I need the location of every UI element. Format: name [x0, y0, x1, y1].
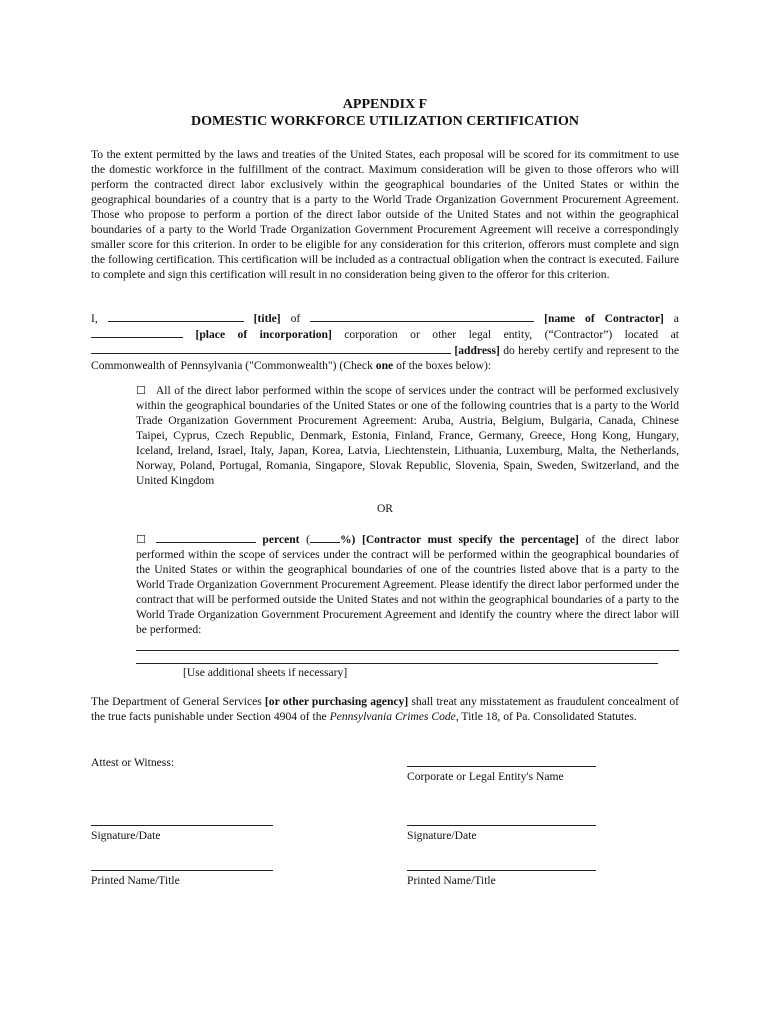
cert-i: I, — [91, 312, 98, 325]
signature-line-right[interactable] — [407, 825, 596, 826]
document-title: DOMESTIC WORKFORCE UTILIZATION CERTIFICATION — [190, 114, 580, 129]
paren-open: ( — [306, 533, 310, 546]
percent-label: percent — [262, 533, 300, 546]
option-percentage — [136, 531, 679, 637]
contractor-name-tag: [name of Contractor] — [544, 312, 664, 325]
signature-date-label-right: Signature/Date — [407, 829, 477, 842]
misstatement-paragraph — [91, 694, 679, 724]
option2-text: of the direct labor performed within the scope of services under the contract will be performed within the geographical boundaries of the United States or within the geographical boundaries of one of the countries listed above that is a party to the World Trade Organization Government Procurement Agreement. Please identify the direct labor performed under the contract that will be performed outside the United States and not within the geographical boundaries of a party to the World Trade Organization Government Procurement Agreement and identify the country where the direct labor will be performed: — [136, 533, 679, 636]
signature-line-left[interactable] — [91, 825, 273, 826]
dgs-text-middle: shall treat any misstatement as fraudulent concealment of the true facts punishable under Section 4904 of the — [91, 695, 679, 723]
crimes-code: Pennsylvania Crimes Code — [329, 710, 456, 723]
appendix-heading: APPENDIX F — [342, 97, 428, 112]
dgs-text-after: , Title 18, of Pa. Consolidated Statutes. — [455, 710, 637, 723]
corporation-text: corporation or other legal entity, (“Contractor”) located at — [344, 328, 679, 341]
printed-name-label-left: Printed Name/Title — [91, 874, 180, 887]
title-tag: [title] — [253, 312, 281, 325]
printed-name-line-right[interactable] — [407, 870, 596, 871]
certify-text: do hereby certify and represent to the Commonwealth of Pennsylvania ("Commonwealth") (Check — [91, 344, 680, 372]
percent-close: %) — [339, 533, 356, 546]
option-all-domestic — [136, 383, 679, 488]
printed-name-line-left[interactable] — [91, 870, 273, 871]
entity-name-line[interactable] — [407, 766, 596, 767]
one-emphasis: one — [375, 359, 394, 372]
cert-of: of — [290, 312, 301, 325]
percentage-value-blank[interactable] — [310, 531, 340, 543]
boxes-text: of the boxes below): — [396, 359, 492, 372]
cert-a: a — [673, 312, 679, 325]
attest-label: Attest or Witness: — [91, 756, 175, 769]
certification-paragraph — [91, 310, 679, 373]
address-blank[interactable] — [91, 342, 451, 354]
incorporation-tag: [place of incorporation] — [195, 328, 332, 341]
foreign-labor-line-1[interactable] — [136, 650, 679, 651]
foreign-labor-line-2[interactable] — [136, 663, 658, 664]
option1-text: All of the direct labor performed within the scope of services under the contract will be performed exclusively within the geographical boundaries of the United States or one of the following countries that is a party to the World Trade Organization Government Procurement Agreement: Aruba, Austria, Belgium, Bulgaria, Canada, Chinese Taipei, Cyprus, Czech Republic, Denmark, Estonia, Finland, France, Germany, Greece, Hong Kong, Hungary, Iceland, Ireland, Israel, Italy, Japan, Korea, Latvia, Liechtenstein, Lithuania, Luxemburg, Malta, the Netherlands, Norway, Poland, Portugal, Romania, Singapore, Slovak Republic, Slovenia, Spain, Sweden, Switzerland, and the United Kingdom — [136, 384, 679, 487]
printed-name-label-right: Printed Name/Title — [407, 874, 496, 887]
dgs-text-before: The Department of General Services — [91, 695, 262, 708]
option2-checkbox[interactable]: ☐ — [136, 533, 146, 546]
agency-tag: [or other purchasing agency] — [264, 695, 409, 708]
title-blank[interactable] — [108, 310, 244, 322]
incorporation-blank[interactable] — [91, 326, 183, 338]
signature-date-label-left: Signature/Date — [91, 829, 161, 842]
percent-blank[interactable] — [156, 531, 256, 543]
option1-checkbox[interactable]: ☐ — [136, 384, 146, 397]
specify-tag: [Contractor must specify the percentage] — [361, 533, 579, 546]
intro-paragraph: To the extent permitted by the laws and treaties of the United States, each proposal will be scored for its commitment to use the domestic workforce in the fulfillment of the contract. Maximum consideration will be given to those offerors who will perform the contracted direct labor exclusively within the geographical boundaries of the United States or within the geographical boundaries of a country that is a party to the World Trade Organization Government Procurement Agreement. Those who propose to perform a portion of the direct labor outside of the United States and not within the geographical boundaries of a party to the World Trade Organization Government Procurement Agreement will receive a correspondingly smaller score for this criterion. In order to be eligible for any consideration for this criterion, offerors must complete and sign the following certification. This certification will be included as a contractual obligation when the contract is executed. Failure to complete and sign this certification will result in no consideration being given to the offeror for this criterion. — [91, 148, 679, 281]
address-tag: [address] — [454, 344, 500, 357]
additional-sheets-note: [Use additional sheets if necessary] — [183, 666, 348, 679]
entity-name-label: Corporate or Legal Entity's Name — [407, 770, 564, 783]
contractor-name-blank[interactable] — [310, 310, 534, 322]
or-separator: OR — [376, 502, 394, 515]
